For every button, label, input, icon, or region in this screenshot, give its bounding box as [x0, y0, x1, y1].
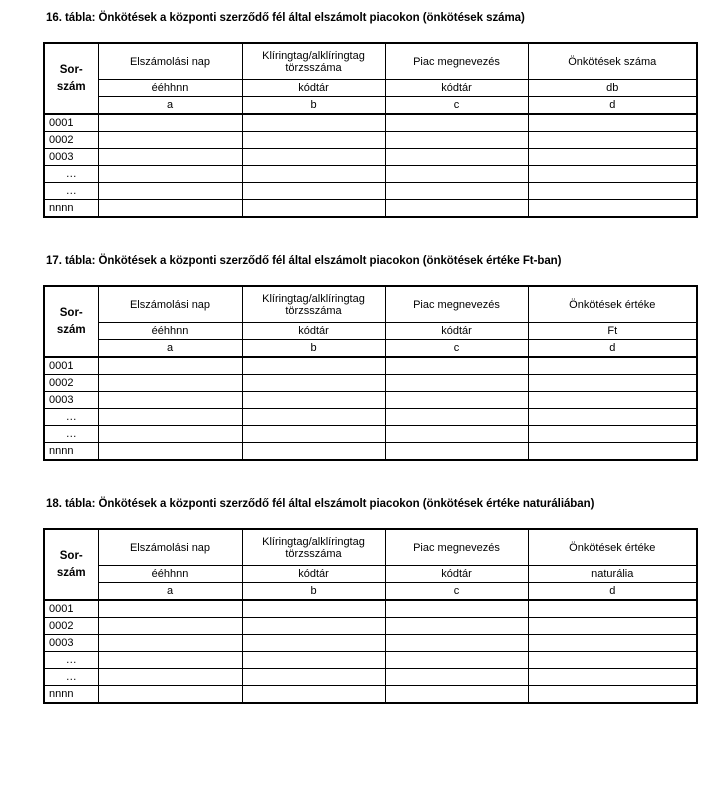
- row-number: …: [44, 409, 98, 426]
- empty-cell[interactable]: [385, 132, 528, 149]
- column-unit: ééhhnn: [98, 566, 242, 583]
- empty-cell[interactable]: [528, 600, 697, 618]
- empty-cell[interactable]: [385, 635, 528, 652]
- column-header: Piac megnevezés: [385, 43, 528, 80]
- empty-cell[interactable]: [242, 409, 385, 426]
- column-header: Piac megnevezés: [385, 286, 528, 323]
- row-number: 0002: [44, 132, 98, 149]
- table-row: [44, 409, 697, 426]
- empty-cell[interactable]: [242, 357, 385, 375]
- empty-cell[interactable]: [528, 357, 697, 375]
- empty-cell[interactable]: [528, 426, 697, 443]
- column-letter: d: [528, 583, 697, 601]
- column-unit: ééhhnn: [98, 80, 242, 97]
- empty-cell[interactable]: [242, 183, 385, 200]
- empty-cell[interactable]: [242, 200, 385, 218]
- column-header: Önkötések száma: [528, 43, 697, 80]
- column-letter: c: [385, 583, 528, 601]
- table-row: [44, 183, 697, 200]
- table-row: [44, 200, 697, 218]
- empty-cell[interactable]: [98, 652, 242, 669]
- column-letter: d: [528, 340, 697, 358]
- column-header: Piac megnevezés: [385, 529, 528, 566]
- empty-cell[interactable]: [385, 686, 528, 704]
- empty-cell[interactable]: [528, 183, 697, 200]
- row-number: 0001: [44, 600, 98, 618]
- empty-cell[interactable]: [98, 409, 242, 426]
- empty-cell[interactable]: [242, 149, 385, 166]
- empty-cell[interactable]: [242, 132, 385, 149]
- column-header: Önkötések értéke: [528, 286, 697, 323]
- table-row: [44, 392, 697, 409]
- empty-cell[interactable]: [242, 635, 385, 652]
- row-number: nnnn: [44, 200, 98, 218]
- table-row: [44, 669, 697, 686]
- empty-cell[interactable]: [242, 652, 385, 669]
- empty-cell[interactable]: [98, 357, 242, 375]
- empty-cell[interactable]: [528, 409, 697, 426]
- column-unit: kódtár: [242, 80, 385, 97]
- empty-cell[interactable]: [242, 114, 385, 132]
- table-row: [44, 114, 697, 132]
- row-number: …: [44, 426, 98, 443]
- column-header: Klíringtag/alklíringtag törzsszáma: [242, 43, 385, 80]
- column-header: Klíringtag/alklíringtag törzsszáma: [242, 529, 385, 566]
- empty-cell[interactable]: [98, 618, 242, 635]
- empty-cell[interactable]: [528, 635, 697, 652]
- empty-cell[interactable]: [98, 166, 242, 183]
- empty-cell[interactable]: [385, 409, 528, 426]
- row-number-header: Sor- szám: [44, 529, 98, 600]
- table-title: 17. tábla: Önkötések a központi szerződő fél által elszámolt piacokon (önkötések értéke Ft-ban): [46, 255, 562, 267]
- empty-cell[interactable]: [385, 443, 528, 461]
- row-number: 0001: [44, 357, 98, 375]
- empty-cell[interactable]: [98, 686, 242, 704]
- row-number: 0003: [44, 635, 98, 652]
- empty-cell[interactable]: [528, 375, 697, 392]
- empty-cell[interactable]: [385, 618, 528, 635]
- table-row: [44, 357, 697, 375]
- empty-cell[interactable]: [528, 443, 697, 461]
- empty-cell[interactable]: [98, 200, 242, 218]
- empty-cell[interactable]: [528, 132, 697, 149]
- empty-cell[interactable]: [528, 166, 697, 183]
- column-unit: naturália: [528, 566, 697, 583]
- empty-cell[interactable]: [385, 149, 528, 166]
- empty-cell[interactable]: [385, 652, 528, 669]
- column-unit: ééhhnn: [98, 323, 242, 340]
- empty-cell[interactable]: [98, 114, 242, 132]
- empty-cell[interactable]: [528, 200, 697, 218]
- column-letter: a: [98, 97, 242, 115]
- data-table: [43, 42, 698, 218]
- row-number: nnnn: [44, 443, 98, 461]
- empty-cell[interactable]: [528, 686, 697, 704]
- row-number: …: [44, 669, 98, 686]
- empty-cell[interactable]: [385, 200, 528, 218]
- empty-cell[interactable]: [98, 426, 242, 443]
- column-header: Elszámolási nap: [98, 286, 242, 323]
- row-number-header: Sor- szám: [44, 286, 98, 357]
- column-letter: b: [242, 583, 385, 601]
- column-unit: kódtár: [242, 566, 385, 583]
- column-letter: b: [242, 340, 385, 358]
- column-unit: kódtár: [242, 323, 385, 340]
- column-header: Önkötések értéke: [528, 529, 697, 566]
- table-row: [44, 443, 697, 461]
- row-number-header: Sor- szám: [44, 43, 98, 114]
- row-number: …: [44, 166, 98, 183]
- table-row: [44, 166, 697, 183]
- empty-cell[interactable]: [385, 600, 528, 618]
- empty-cell[interactable]: [242, 426, 385, 443]
- column-letter: b: [242, 97, 385, 115]
- column-unit: Ft: [528, 323, 697, 340]
- row-number: 0002: [44, 375, 98, 392]
- empty-cell[interactable]: [528, 149, 697, 166]
- data-table: [43, 528, 698, 704]
- empty-cell[interactable]: [528, 652, 697, 669]
- empty-cell[interactable]: [242, 618, 385, 635]
- empty-cell[interactable]: [385, 357, 528, 375]
- empty-cell[interactable]: [98, 375, 242, 392]
- column-letter: a: [98, 583, 242, 601]
- empty-cell[interactable]: [385, 426, 528, 443]
- table-row: [44, 149, 697, 166]
- empty-cell[interactable]: [98, 392, 242, 409]
- row-number: 0003: [44, 149, 98, 166]
- empty-cell[interactable]: [385, 392, 528, 409]
- table-title: 16. tábla: Önkötések a központi szerződő fél által elszámolt piacokon (önkötések száma): [46, 12, 525, 24]
- column-letter: c: [385, 340, 528, 358]
- table-row: [44, 132, 697, 149]
- row-number: 0003: [44, 392, 98, 409]
- column-unit: kódtár: [385, 323, 528, 340]
- column-letter: c: [385, 97, 528, 115]
- column-letter: a: [98, 340, 242, 358]
- empty-cell[interactable]: [98, 149, 242, 166]
- empty-cell[interactable]: [242, 443, 385, 461]
- empty-cell[interactable]: [98, 669, 242, 686]
- empty-cell[interactable]: [242, 600, 385, 618]
- empty-cell[interactable]: [385, 375, 528, 392]
- column-unit: kódtár: [385, 80, 528, 97]
- empty-cell[interactable]: [98, 635, 242, 652]
- column-unit: db: [528, 80, 697, 97]
- table-row: [44, 375, 697, 392]
- empty-cell[interactable]: [98, 443, 242, 461]
- empty-cell[interactable]: [242, 375, 385, 392]
- row-number: …: [44, 652, 98, 669]
- empty-cell[interactable]: [98, 600, 242, 618]
- empty-cell[interactable]: [385, 669, 528, 686]
- empty-cell[interactable]: [98, 183, 242, 200]
- empty-cell[interactable]: [385, 114, 528, 132]
- table-row: [44, 600, 697, 618]
- row-number: 0002: [44, 618, 98, 635]
- empty-cell[interactable]: [242, 166, 385, 183]
- empty-cell[interactable]: [385, 183, 528, 200]
- row-number: 0001: [44, 114, 98, 132]
- table-row: [44, 652, 697, 669]
- empty-cell[interactable]: [242, 686, 385, 704]
- empty-cell[interactable]: [242, 669, 385, 686]
- table-row: [44, 686, 697, 704]
- empty-cell[interactable]: [385, 166, 528, 183]
- column-header: Klíringtag/alklíringtag törzsszáma: [242, 286, 385, 323]
- empty-cell[interactable]: [528, 392, 697, 409]
- empty-cell[interactable]: [242, 392, 385, 409]
- column-header: Elszámolási nap: [98, 43, 242, 80]
- table-title: 18. tábla: Önkötések a központi szerződő fél által elszámolt piacokon (önkötések értéke naturáliában): [46, 498, 595, 510]
- column-letter: d: [528, 97, 697, 115]
- empty-cell[interactable]: [528, 114, 697, 132]
- row-number: nnnn: [44, 686, 98, 704]
- empty-cell[interactable]: [528, 669, 697, 686]
- data-table: [43, 285, 698, 461]
- table-row: [44, 618, 697, 635]
- table-row: [44, 635, 697, 652]
- empty-cell[interactable]: [528, 618, 697, 635]
- empty-cell[interactable]: [98, 132, 242, 149]
- row-number: …: [44, 183, 98, 200]
- table-row: [44, 426, 697, 443]
- column-unit: kódtár: [385, 566, 528, 583]
- column-header: Elszámolási nap: [98, 529, 242, 566]
